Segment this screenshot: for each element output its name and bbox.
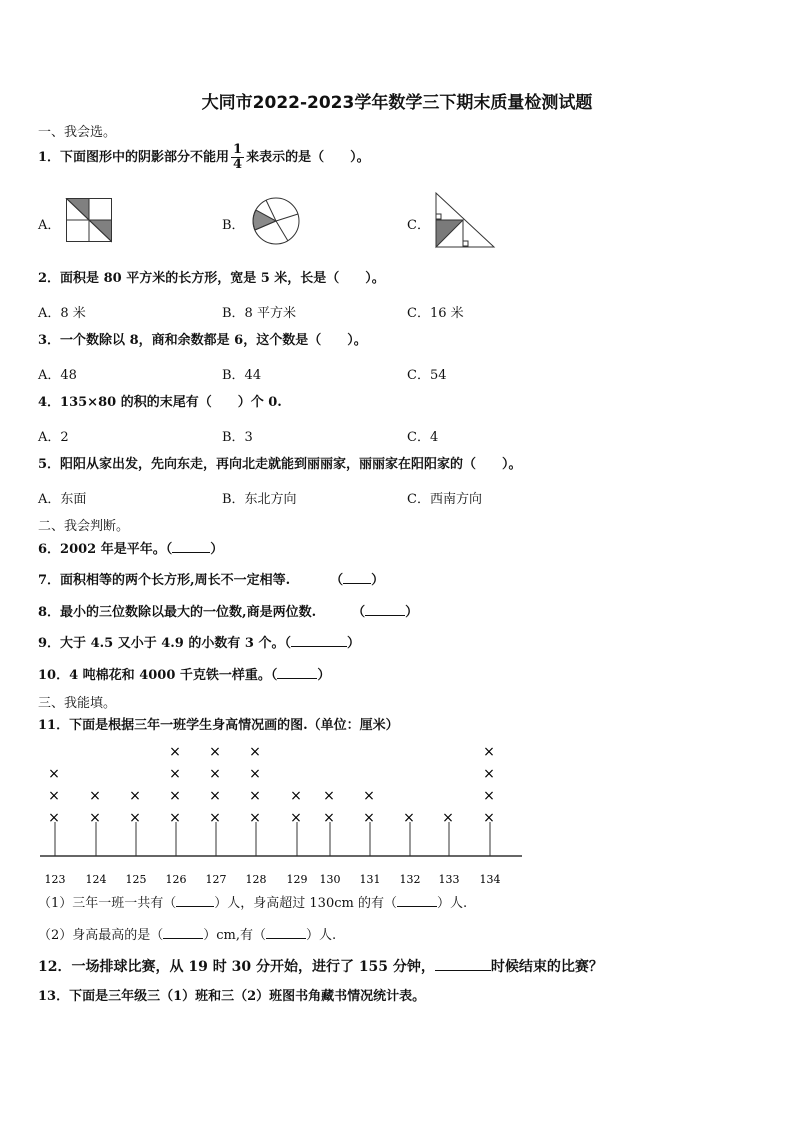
chart-cross-mark: × (249, 788, 261, 804)
q4-option-c[interactable]: C．4 (407, 430, 439, 445)
chart-cross-mark: × (323, 810, 335, 826)
chart-cross-mark: × (209, 810, 221, 826)
q1-option-b[interactable]: B． (222, 218, 245, 233)
chart-tick-label: 127 (205, 873, 227, 886)
chart-cross-mark: × (249, 810, 261, 826)
q1-fraction: $\frac{1}{4}$ (233, 142, 243, 172)
question-11: 11．下面是根据三年一班学生身高情况画的图.（单位：厘米） (38, 718, 399, 733)
q4-option-b[interactable]: B．3 (222, 430, 253, 445)
chart-cross-mark: × (129, 810, 141, 826)
page-title: 大同市2022-2023学年数学三下期末质量检测试题 (201, 93, 593, 113)
chart-cross-mark: × (363, 810, 375, 826)
chart-cross-mark: × (483, 788, 495, 804)
chart-tick-label: 132 (399, 873, 421, 886)
answer-blank[interactable] (163, 926, 203, 939)
question-8: 8．最小的三位数除以最大的一位数,商是两位数. （ ） (38, 605, 419, 620)
q1-figure-a (66, 198, 112, 242)
chart-cross-mark: × (442, 810, 454, 826)
q1-option-c[interactable]: C． (407, 218, 430, 233)
chart-cross-mark: × (89, 788, 101, 804)
q5-option-a[interactable]: A．东面 (38, 492, 87, 507)
question-3: 3．一个数除以 8，商和余数都是 6，这个数是（ ）。 (38, 333, 367, 348)
q1-text-pre: 1．下面图形中的阴影部分不能用 (38, 150, 230, 165)
chart-cross-mark: × (129, 788, 141, 804)
chart-tick-label: 124 (85, 873, 107, 886)
answer-blank[interactable] (435, 958, 491, 971)
chart-cross-mark: × (323, 788, 335, 804)
chart-cross-mark: × (209, 766, 221, 782)
chart-tick-label: 131 (359, 873, 381, 886)
chart-cross-mark: × (290, 810, 302, 826)
chart-tick-label: 126 (165, 873, 187, 886)
chart-cross-mark: × (483, 810, 495, 826)
q1-option-a[interactable]: A． (38, 218, 61, 233)
chart-tick-label: 134 (479, 873, 501, 886)
q1-figure-c (435, 192, 495, 248)
question-5: 5．阳阳从家出发，先向东走，再向北走就能到丽丽家，丽丽家在阳阳家的（ ）。 (38, 457, 522, 472)
chart-cross-mark: × (169, 788, 181, 804)
q1-text-post: 来表示的是（ ）。 (246, 150, 370, 165)
answer-blank[interactable] (176, 894, 214, 907)
answer-blank[interactable] (343, 571, 371, 584)
chart-cross-mark: × (48, 810, 60, 826)
section-heading-3: 三、我能填。 (38, 696, 117, 711)
chart-cross-mark: × (48, 788, 60, 804)
q2-option-c[interactable]: C．16 米 (407, 306, 464, 321)
chart-cross-mark: × (483, 744, 495, 760)
question-4: 4．135×80 的积的末尾有（ ）个 0. (38, 395, 282, 410)
chart-cross-mark: × (403, 810, 415, 826)
question-13: 13．下面是三年级三（1）班和三（2）班图书角藏书情况统计表。 (38, 989, 426, 1004)
q2-option-b[interactable]: B．8 平方米 (222, 306, 296, 321)
section-heading-1: 一、我会选。 (38, 125, 117, 140)
section-heading-2: 二、我会判断。 (38, 519, 130, 534)
q2-option-a[interactable]: A．8 米 (38, 306, 86, 321)
chart-tick-label: 123 (44, 873, 66, 886)
chart-cross-mark: × (169, 744, 181, 760)
question-7: 7．面积相等的两个长方形,周长不一定相等. （ ） (38, 573, 385, 588)
chart-tick-label: 125 (125, 873, 147, 886)
q3-option-a[interactable]: A．48 (38, 368, 77, 383)
q5-option-b[interactable]: B．东北方向 (222, 492, 297, 507)
chart-cross-mark: × (169, 810, 181, 826)
question-9: 9．大于 4.5 又小于 4.9 的小数有 3 个。（ ） (38, 636, 360, 651)
chart-tick-label: 130 (319, 873, 341, 886)
q1-figure-b (252, 197, 300, 245)
chart-cross-mark: × (169, 766, 181, 782)
answer-blank[interactable] (172, 540, 210, 553)
chart-tick-label: 128 (245, 873, 267, 886)
answer-blank[interactable] (266, 926, 306, 939)
chart-tick-label: 129 (286, 873, 308, 886)
chart-cross-mark: × (249, 744, 261, 760)
question-10: 10．4 吨棉花和 4000 千克铁一样重。（ ） (38, 668, 331, 683)
chart-cross-mark: × (209, 788, 221, 804)
q11-sub2: （2）身高最高的是（ ）cm,有（ ）人. (38, 928, 337, 943)
q5-option-c[interactable]: C．西南方向 (407, 492, 482, 507)
answer-blank[interactable] (365, 603, 405, 616)
question-2: 2．面积是 80 平方米的长方形，宽是 5 米，长是（ ）。 (38, 271, 385, 286)
chart-cross-mark: × (483, 766, 495, 782)
chart-cross-mark: × (89, 810, 101, 826)
q3-option-b[interactable]: B．44 (222, 368, 262, 383)
chart-cross-mark: × (290, 788, 302, 804)
question-6: 6．2002 年是平年。（ ） (38, 542, 224, 557)
height-chart (0, 744, 560, 890)
q4-option-a[interactable]: A．2 (38, 430, 69, 445)
chart-tick-label: 133 (438, 873, 460, 886)
q11-sub1: （1）三年一班一共有（ ）人，身高超过 130cm 的有（ ）人. (38, 896, 468, 911)
q3-option-c[interactable]: C．54 (407, 368, 447, 383)
chart-cross-mark: × (48, 766, 60, 782)
answer-blank[interactable] (277, 666, 317, 679)
chart-cross-mark: × (209, 744, 221, 760)
chart-cross-mark: × (249, 766, 261, 782)
answer-blank[interactable] (291, 634, 347, 647)
question-12: 12．一场排球比赛，从 19 时 30 分开始，进行了 155 分钟， 时候结束的比赛？ (38, 959, 603, 975)
answer-blank[interactable] (397, 894, 437, 907)
question-1 (38, 143, 370, 172)
chart-cross-mark: × (363, 788, 375, 804)
